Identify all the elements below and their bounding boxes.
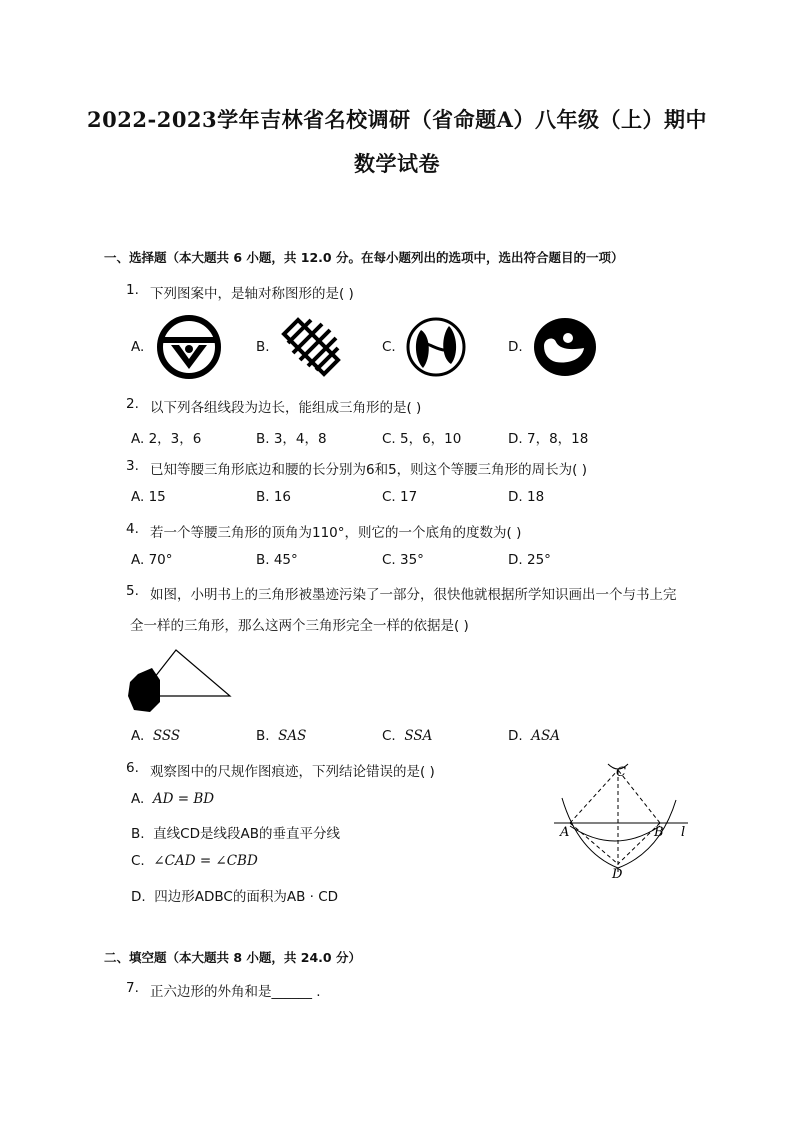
option-d-label: D. <box>508 339 523 355</box>
ink-stained-triangle-figure <box>126 644 236 712</box>
option-text: 四边形ADBC的面积为AB · CD <box>154 889 339 905</box>
compass-construction-figure <box>548 760 698 885</box>
question-number: 2. <box>126 396 139 412</box>
ring-with-chevrons-logo-icon <box>157 315 221 379</box>
option-d <box>131 885 338 905</box>
option-value: SSS <box>152 728 181 744</box>
question-text: 正六边形的外角和是______ . <box>150 984 321 1000</box>
option-c: C. 17 <box>382 489 418 505</box>
question-text-line2: 全一样的三角形，那么这两个三角形完全一样的依据是( ) <box>130 618 469 634</box>
option-a-label: A. <box>131 339 145 355</box>
question-text-line1: 如图，小明书上的三角形被墨迹污染了一部分，很快他就根据所学知识画出一个与书上完 <box>150 587 677 603</box>
question-number: 4. <box>126 521 139 537</box>
option-value: SAS <box>278 728 307 744</box>
option-value: SSA <box>404 728 433 744</box>
option-letter: A. <box>131 728 145 744</box>
section-heading-fill-in: 二、填空题（本大题共 8 小题，共 24.0 分） <box>104 950 361 965</box>
option-a: A. 2，3，6 <box>131 431 202 447</box>
swirl-circle-logo-icon <box>405 316 467 378</box>
label-b: B <box>654 825 664 840</box>
option-letter: B. <box>256 728 270 744</box>
option-letter: D. <box>508 728 523 744</box>
label-l: l <box>681 825 686 840</box>
option-value: ASA <box>531 728 561 744</box>
label-a: A <box>560 825 570 840</box>
exam-title-line2: 数学试卷 <box>354 151 440 176</box>
option-b <box>256 728 306 744</box>
question-text: 以下列各组线段为边长，能组成三角形的是( ) <box>150 400 422 416</box>
section-heading-choice: 一、选择题（本大题共 6 小题，共 12.0 分。在每小题列出的选项中，选出符合题目的一项） <box>104 250 624 265</box>
option-b: B. 16 <box>256 489 292 505</box>
question-text: 若一个等腰三角形的顶角为110°，则它的一个底角的度数为( ) <box>150 525 522 541</box>
option-a <box>131 791 214 807</box>
option-d: D. 25° <box>508 552 551 568</box>
question-number: 5. <box>126 583 139 599</box>
question-number: 7. <box>126 980 139 996</box>
option-letter: D. <box>131 889 146 905</box>
striped-diamond-logo-icon <box>278 314 344 380</box>
option-text: 直线CD是线段AB的垂直平分线 <box>153 826 340 842</box>
option-letter: B. <box>131 826 145 842</box>
question-number: 6. <box>126 760 139 776</box>
drop-in-circle-logo-icon <box>532 316 598 378</box>
option-d: D. 18 <box>508 489 545 505</box>
label-d: D <box>612 867 623 882</box>
option-b: B. 45° <box>256 552 298 568</box>
label-c: C <box>616 765 626 780</box>
option-c: C. 5，6，10 <box>382 431 462 447</box>
option-b: B. 3，4，8 <box>256 431 327 447</box>
option-a: A. 70° <box>131 552 173 568</box>
option-text: AD = BD <box>152 791 215 807</box>
question-text: 下列图案中，是轴对称图形的是( ) <box>150 286 354 302</box>
option-text: ∠CAD = ∠CBD <box>153 853 258 869</box>
option-b-label: B. <box>256 339 270 355</box>
exam-title-line1: 2022-2023学年吉林省名校调研（省命题A）八年级（上）期中 <box>87 107 707 132</box>
option-b <box>131 822 340 842</box>
option-c <box>382 728 432 744</box>
option-a: A. 15 <box>131 489 166 505</box>
option-c: C. 35° <box>382 552 424 568</box>
option-letter: C. <box>131 853 145 869</box>
option-letter: A. <box>131 791 145 807</box>
option-letter: C. <box>382 728 396 744</box>
option-a <box>131 728 180 744</box>
option-d <box>508 728 560 744</box>
question-number: 1. <box>126 282 139 298</box>
question-text: 观察图中的尺规作图痕迹，下列结论错误的是( ) <box>150 764 435 780</box>
question-text: 已知等腰三角形底边和腰的长分别为6和5，则这个等腰三角形的周长为( ) <box>150 462 588 478</box>
option-c <box>131 853 258 869</box>
option-d: D. 7，8，18 <box>508 431 589 447</box>
question-number: 3. <box>126 458 139 474</box>
option-c-label: C. <box>382 339 396 355</box>
